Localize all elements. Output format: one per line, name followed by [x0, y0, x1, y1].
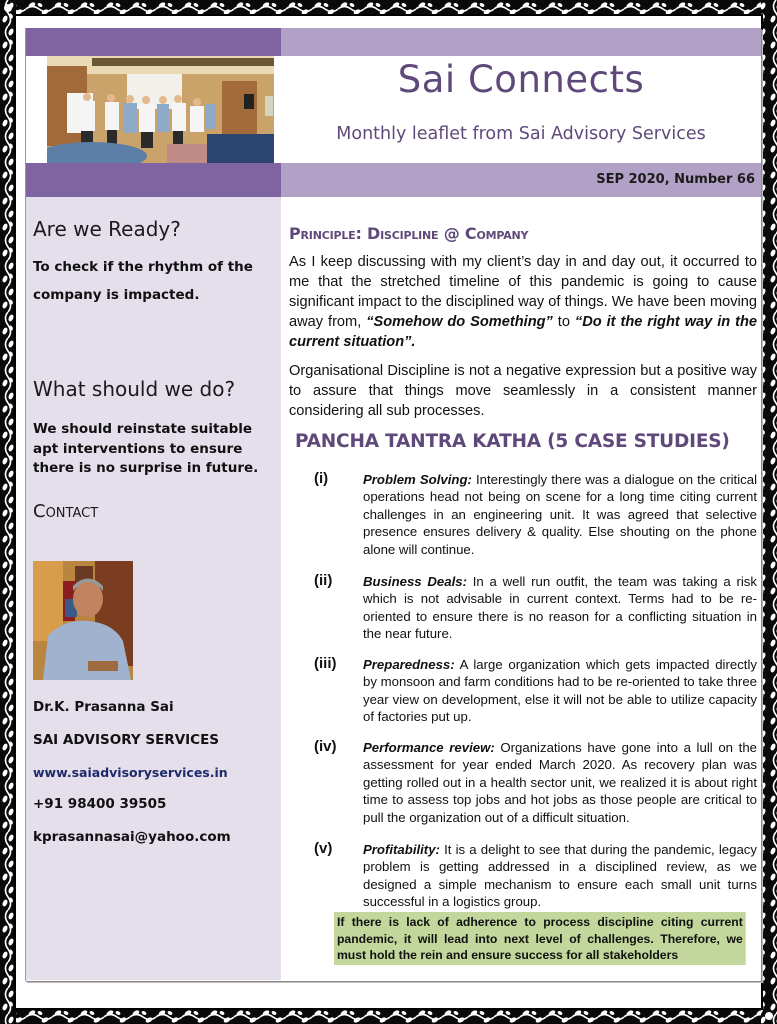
contact-company: SAI ADVISORY SERVICES [33, 732, 220, 748]
sidebar-text-what: We should reinstate suitable apt interventions to ensure there is no surprise in future. [33, 421, 259, 476]
case-body [363, 573, 757, 643]
intro-quote-1: “Somehow do Something” [366, 314, 553, 330]
case-body [363, 471, 757, 558]
case-text: A large organization which gets impacted directly by monsoon and farm conditions had to be re-oriented to take three year view on development, else it will not be able to utilize capacity of factories put up. [363, 657, 757, 725]
contact-heading: Contact [33, 501, 99, 522]
intro-text: As I keep discussing with my client’s day in and day out, it occurred to me that the stretched timeline of this pandemic is going to cause significant impact to the disciplined way of things. We have been moving away from, [289, 254, 757, 330]
case-title: Problem Solving: [363, 472, 472, 487]
case-number: (ii) [314, 572, 333, 589]
case-title: Profitability: [363, 842, 440, 857]
discipline-paragraph: Organisational Discipline is not a negative expression but a positive way to assure that things move seamlessly in a consistent manner considering all sub processes. [289, 363, 757, 419]
group-photo [47, 56, 274, 163]
subheader-bar-left [26, 163, 281, 197]
case-text: Organizations have gone into a lull on the assessment for year ended March 2020. As recovery plan was getting rolled out in a health sector unit, we realized it is about right time to assess top jobs and hot jobs as those people are critical to pull the organization out of a difficult situation. [363, 740, 757, 825]
case-studies-heading: PANCHA TANTRA KATHA (5 CASE STUDIES) [295, 431, 730, 452]
contact-name: Dr.K. Prasanna Sai [33, 699, 174, 715]
profile-photo [33, 561, 133, 680]
case-title: Performance review: [363, 740, 495, 755]
issue-label: SEP 2020, Number 66 [596, 172, 755, 187]
case-body [363, 841, 757, 911]
header-bar-right [281, 28, 761, 56]
case-number: (v) [314, 840, 333, 857]
principle-heading: Principle: Discipline @ Company [289, 224, 529, 243]
intro-connector: to [552, 314, 575, 330]
sidebar-text-ready-1: To check if the rhythm of the [33, 259, 253, 275]
header-bar-left [26, 28, 281, 56]
contact-phone: +91 98400 39505 [33, 796, 167, 812]
sidebar-heading-what: What should we do? [33, 377, 236, 401]
sidebar-heading-ready: Are we Ready? [33, 217, 181, 241]
case-number: (iii) [314, 655, 337, 672]
case-title: Business Deals: [363, 574, 467, 589]
case-text: It is a delight to see that during the pandemic, legacy problem is getting addressed in a disciplined review, as we designed a simple mechanism to ensure each small unit turns successful in a logistics group. [363, 842, 757, 910]
case-number: (i) [314, 470, 329, 487]
contact-email-link[interactable]: kprasannasai@yahoo.com [33, 829, 231, 845]
conclusion-callout: If there is lack of adherence to process discipline citing current pandemic, it will lead into next level of challenges. Therefore, we must hold the rein and ensure success for all stakeholders [334, 912, 746, 965]
case-number: (iv) [314, 738, 337, 755]
case-title: Preparedness: [363, 657, 455, 672]
case-body [363, 656, 757, 726]
case-text: In a well run outfit, the team was taking a risk which is not advisable in current context. Terms had to be re-oriented to ensure there is no reason for a conflicting situation in the near future. [363, 574, 757, 642]
intro-quote-2: “Do it the right way in the current situation”. [289, 314, 757, 350]
case-body [363, 739, 757, 826]
newsletter-title: Sai Connects [397, 58, 645, 101]
sidebar-text-ready-2: company is impacted. [33, 287, 200, 303]
case-text: Interestingly there was a dialogue on the critical operations head not being on scene for a long time citing current challenges in an engineering unit. It was agreed that selective presence ensures delivery & quality. Else shouting on the phone alone will continue. [363, 472, 757, 557]
contact-website-link[interactable]: www.saiadvisoryservices.in [33, 765, 228, 780]
newsletter-subtitle: Monthly leaflet from Sai Advisory Services [336, 124, 706, 144]
intro-paragraph [289, 252, 757, 352]
